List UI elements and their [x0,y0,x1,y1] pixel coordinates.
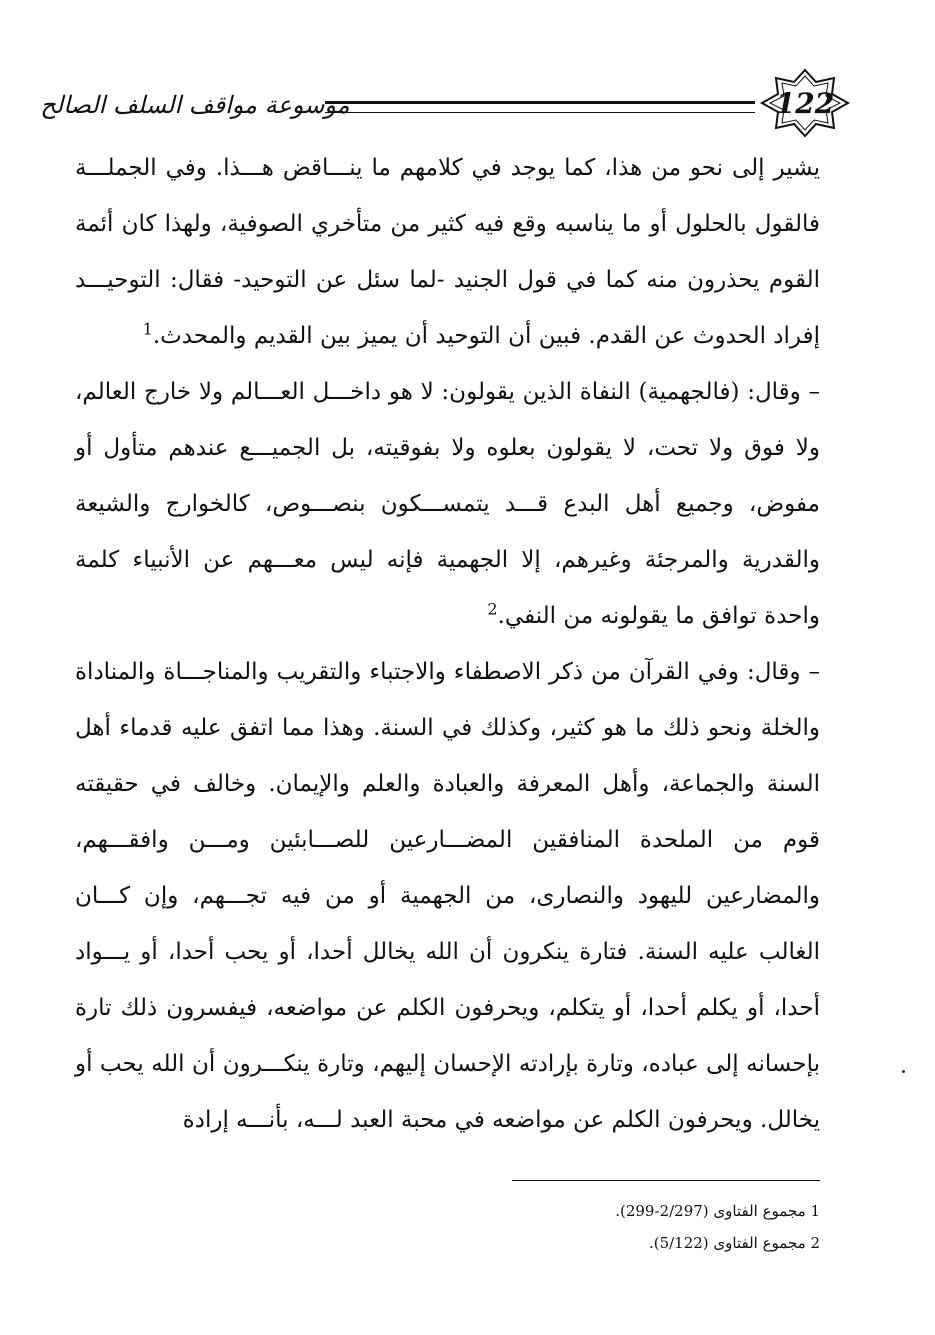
footnote-1: 1 مجموع الفتاوى (2/297-299). [615,1202,820,1220]
paragraph-1-text: يشير إلى نحو من هذا، كما يوجد في كلامهم ما ينـــاقض هـــذا. وفي الجملـــة فالقول بالحلول أو ما يناسبه وقع فيه كثير من متأخري الصوفية، ولهذا كان أئمة القوم يحذرون منه كما في قول الجنيد -لما سئل عن التوحيد- فقال: التوحيـــد إفراد الحدوث عن القدم. فبين أن التوحيد أن يميز بين القديم والمحدث. [75,155,820,349]
footnote-2: 2 مجموع الفتاوى (5/122). [648,1234,820,1252]
page-number-badge [760,68,850,138]
paragraph-3-text: – وقال: وفي القرآن من ذكر الاصطفاء والاجتباء والتقريب والمناجـــاة والمناداة والخلة ونحو ذلك ما هو كثير، وكذلك في السنة. وهذا مما اتفق عليه قدماء أهل السنة والجماعة، وأهل المعرفة والعبادة والعلم والإيمان. وخالف في حقيقته قوم من الملحدة المنافقين المضـــارعين للصـــابئين ومـــن وافقـــهم، والمضارعين لليهود والنصارى، من الجهمية أو من فيه تجـــهم، وإن كـــان الغالب عليه السنة. فتارة ينكرون أن الله يخالل أحدا، أو يحب أحدا، أو يـــواد أحدا، أو يكلم أحدا، أو يتكلم، ويحرفون الكلم عن مواضعه، فيفسرون ذلك تارة بإحسانه إلى عباده، وتارة بإرادته الإحسان إليهم، وتارة ينكـــرون أن الله يحب أو يخالل. ويحرفون الكلم عن مواضعه في محبة العبد لـــه، بأنـــه إرادة [75,659,821,1133]
footnote-ref-2: 2 [487,599,498,619]
footnote-divider [512,1180,820,1181]
paragraph-1 [75,140,820,364]
page-number: 122 [775,86,835,120]
footnote-ref-1: 1 [142,319,153,339]
book-title: موسوعة مواقف السلف الصالح [40,91,350,119]
paragraph-2-text: – وقال: (فالجهمية) النفاة الذين يقولون: لا هو داخـــل العـــالم ولا خارج العالم، ولا فوق ولا تحت، لا يقولون بعلوه ولا بفوقيته، بل الجميـــع عندهم متأول أو مفوض، وجميع أهل البدع قـــد يتمســـكون بنصـــوص، كالخوارج والشيعة والقدرية والمرجئة وغيرهم، إلا الجهمية فإنه ليس معـــهم عن الأنبياء كلمة واحدة توافق ما يقولونه من النفي. [75,379,820,629]
paragraph-3 [75,644,820,1148]
footnotes [480,1195,820,1259]
margin-dot [902,1070,905,1073]
main-text [75,140,820,1148]
header-divider [325,101,755,113]
paragraph-2 [75,364,820,644]
page-header [40,68,850,138]
